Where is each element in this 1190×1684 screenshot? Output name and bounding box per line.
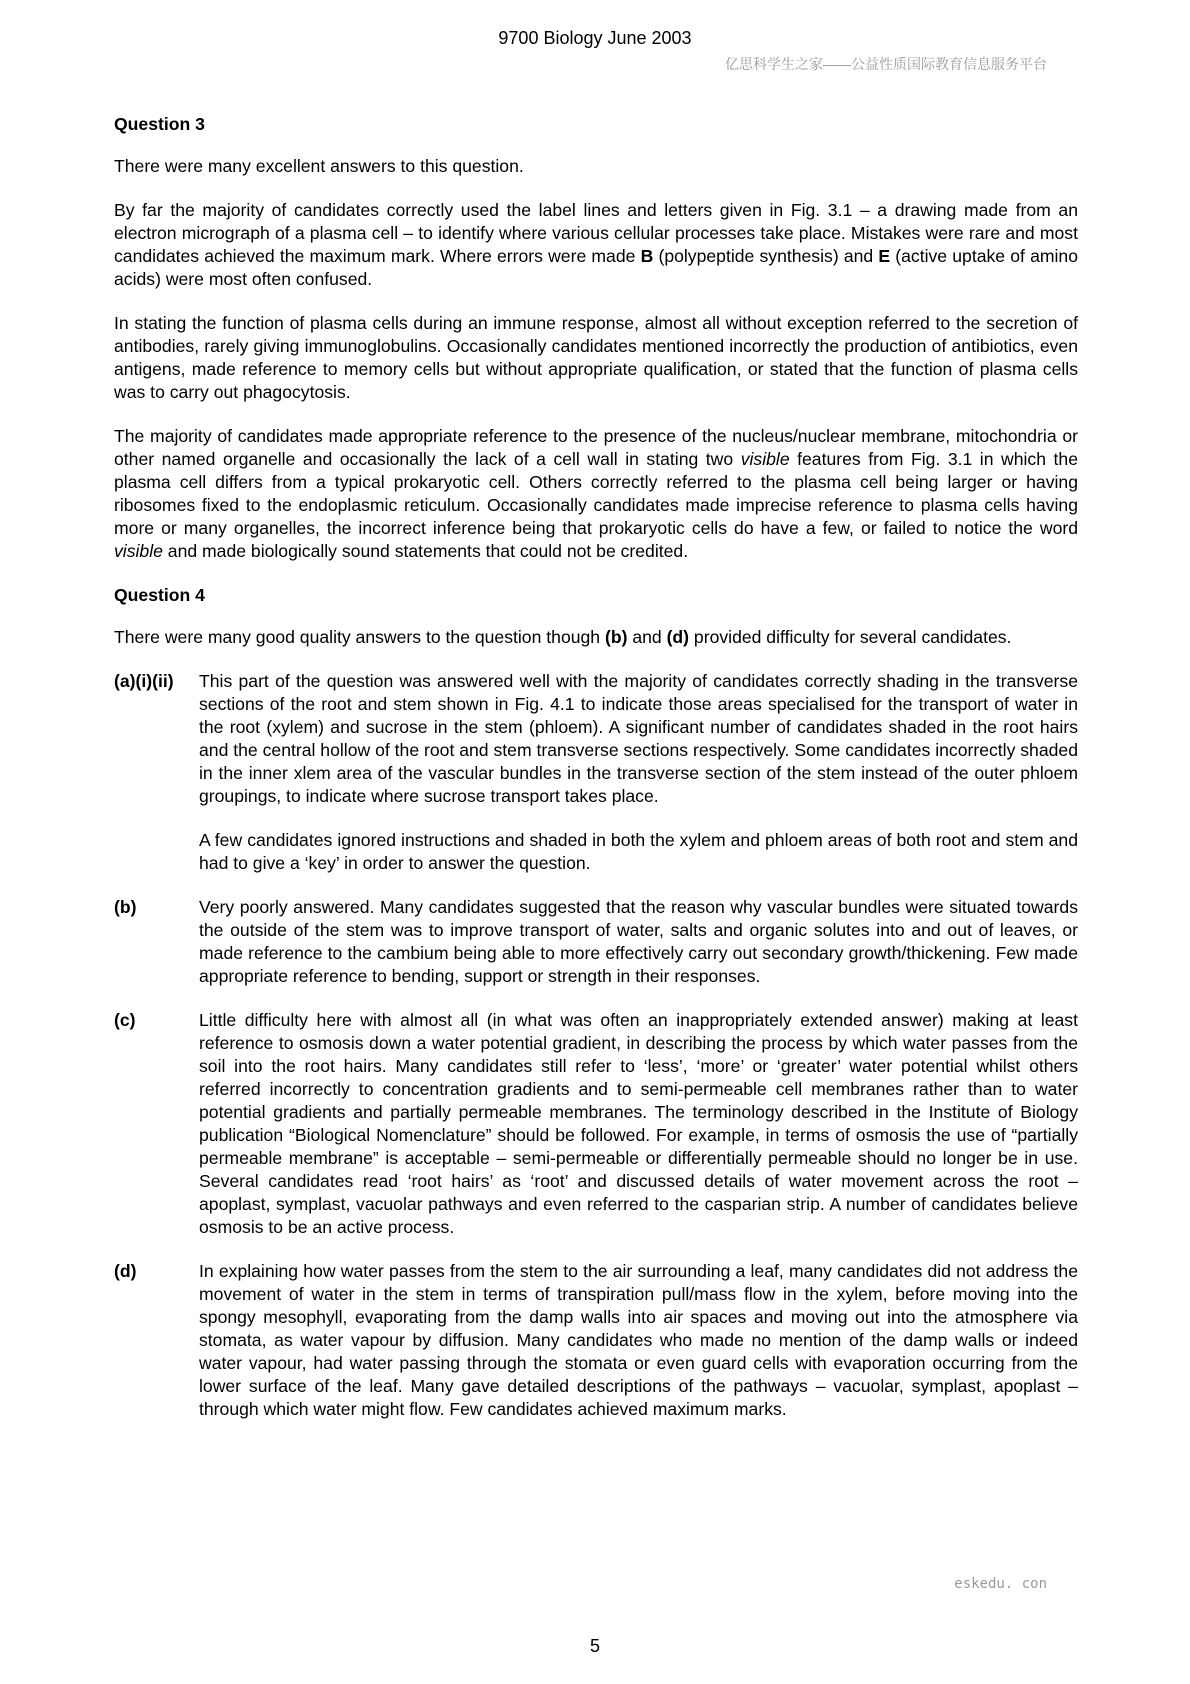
- q4-item-a: [114, 670, 1078, 875]
- item-paragraph: Little difficulty here with almost all (in what was often an inappropriately extended answer) making at least reference to osmosis down a water potential gradient, in describing the process by which water passes from the soil into the root hairs. Many candidates still refer to ‘less’, ‘more’ or ‘greater’ water potential whilst others referred incorrectly to concentration gradients and to semi-permeable cell membranes rather than to water potential gradients and partially permeable membranes. The terminology described in the Institute of Biology publication “Biological Nomenclature” should be followed. For example, in terms of osmosis the use of “partially permeable membrane” is acceptable – semi-permeable or differentially permeable should no longer be in use. Several candidates read ‘root hairs’ as ‘root’ and discussed details of water movement across the root – apoplast, symplast, vacuolar pathways and even referred to the casparian strip. A number of candidates believe osmosis to be an active process.: [199, 1010, 1078, 1237]
- document-body: [114, 113, 1078, 1442]
- item-label: (d): [114, 1261, 137, 1281]
- question-4-heading: Question 4: [114, 585, 205, 605]
- item-paragraph: In explaining how water passes from the stem to the air surrounding a leaf, many candidates did not address the movement of water in the stem in terms of transpiration pull/mass flow in the xylem, before moving into the spongy mesophyll, evaporating from the damp walls into air spaces and moving out into the atmosphere via stomata, as water vapour by diffusion. Many candidates who made no mention of the damp walls or indeed water vapour, had water passing through the stomata or even guard cells with evaporation occurring from the lower surface of the leaf. Many gave detailed descriptions of the pathways – vacuolar, symplast, apoplast – through which water might flow. Few candidates achieved maximum marks.: [199, 1261, 1078, 1419]
- q4-item-b: [114, 896, 1078, 988]
- item-label: (c): [114, 1010, 136, 1030]
- q3-paragraph-1: There were many excellent answers to this question.: [114, 156, 524, 176]
- page-number: 5: [589, 1636, 600, 1656]
- item-paragraph: This part of the question was answered well with the majority of candidates correctly shading in the transverse sections of the root and stem shown in Fig. 4.1 to indicate those areas specialised for the transport of water in the root (xylem) and sucrose in the stem (phloem). A significant number of candidates shaded in the root hairs and the central hollow of the root and stem transverse sections respectively. Some candidates incorrectly shaded in the inner xlem area of the vascular bundles in the transverse section of the stem instead of the outer phloem groupings, to indicate where sucrose transport takes place.: [199, 671, 1078, 806]
- watermark-bottom: eskedu. con: [954, 1576, 1047, 1592]
- q3-paragraph-4: The majority of candidates made appropriate reference to the presence of the nucleus/nuclear membrane, mitochondria or other named organelle and occasionally the lack of a cell wall in stating two visible features from Fig. 3.1 in which the plasma cell differs from a typical prokaryotic cell. Others correctly referred to the plasma cell being larger or having ribosomes fixed to the endoplasmic reticulum. Occasionally candidates made imprecise reference to plasma cells having more or many organelles, the incorrect inference being that prokaryotic cells do have a few, or failed to notice the word visible and made biologically sound statements that could not be credited.: [114, 426, 1078, 561]
- item-paragraph: A few candidates ignored instructions and shaded in both the xylem and phloem areas of both root and stem and had to give a ‘key’ in order to answer the question.: [199, 830, 1078, 873]
- q4-item-d: [114, 1260, 1078, 1421]
- item-paragraph: Very poorly answered. Many candidates suggested that the reason why vascular bundles were situated towards the outside of the stem was to improve transport of water, salts and organic solutes into and out of leaves, or made reference to the cambium being able to more effectively carry out secondary growth/thickening. Few made appropriate reference to bending, support or strength in their responses.: [199, 897, 1078, 986]
- q3-paragraph-3: In stating the function of plasma cells during an immune response, almost all without exception referred to the secretion of antibodies, rarely giving immunoglobulins. Occasionally candidates mentioned incorrectly the production of antibiotics, even antigens, made reference to memory cells but without appropriate qualification, or stated that the function of plasma cells was to carry out phagocytosis.: [114, 313, 1078, 402]
- item-label: (a)(i)(ii): [114, 671, 174, 691]
- item-label: (b): [114, 897, 137, 917]
- watermark-top: 亿思科学生之家——公益性质国际教育信息服务平台: [725, 56, 1047, 72]
- q4-item-c: [114, 1009, 1078, 1239]
- q3-paragraph-2: By far the majority of candidates correctly used the label lines and letters given in Fig. 3.1 – a drawing made from an electron micrograph of a plasma cell – to identify where various cellular processes take place. Mistakes were rare and most candidates achieved the maximum mark. Where errors were made B (polypeptide synthesis) and E (active uptake of amino acids) were most often confused.: [114, 200, 1078, 289]
- page-header: 9700 Biology June 2003: [498, 28, 692, 48]
- question-3-heading: Question 3: [114, 114, 205, 134]
- q4-intro: There were many good quality answers to the question though (b) and (d) provided difficulty for several candidates.: [114, 627, 1012, 647]
